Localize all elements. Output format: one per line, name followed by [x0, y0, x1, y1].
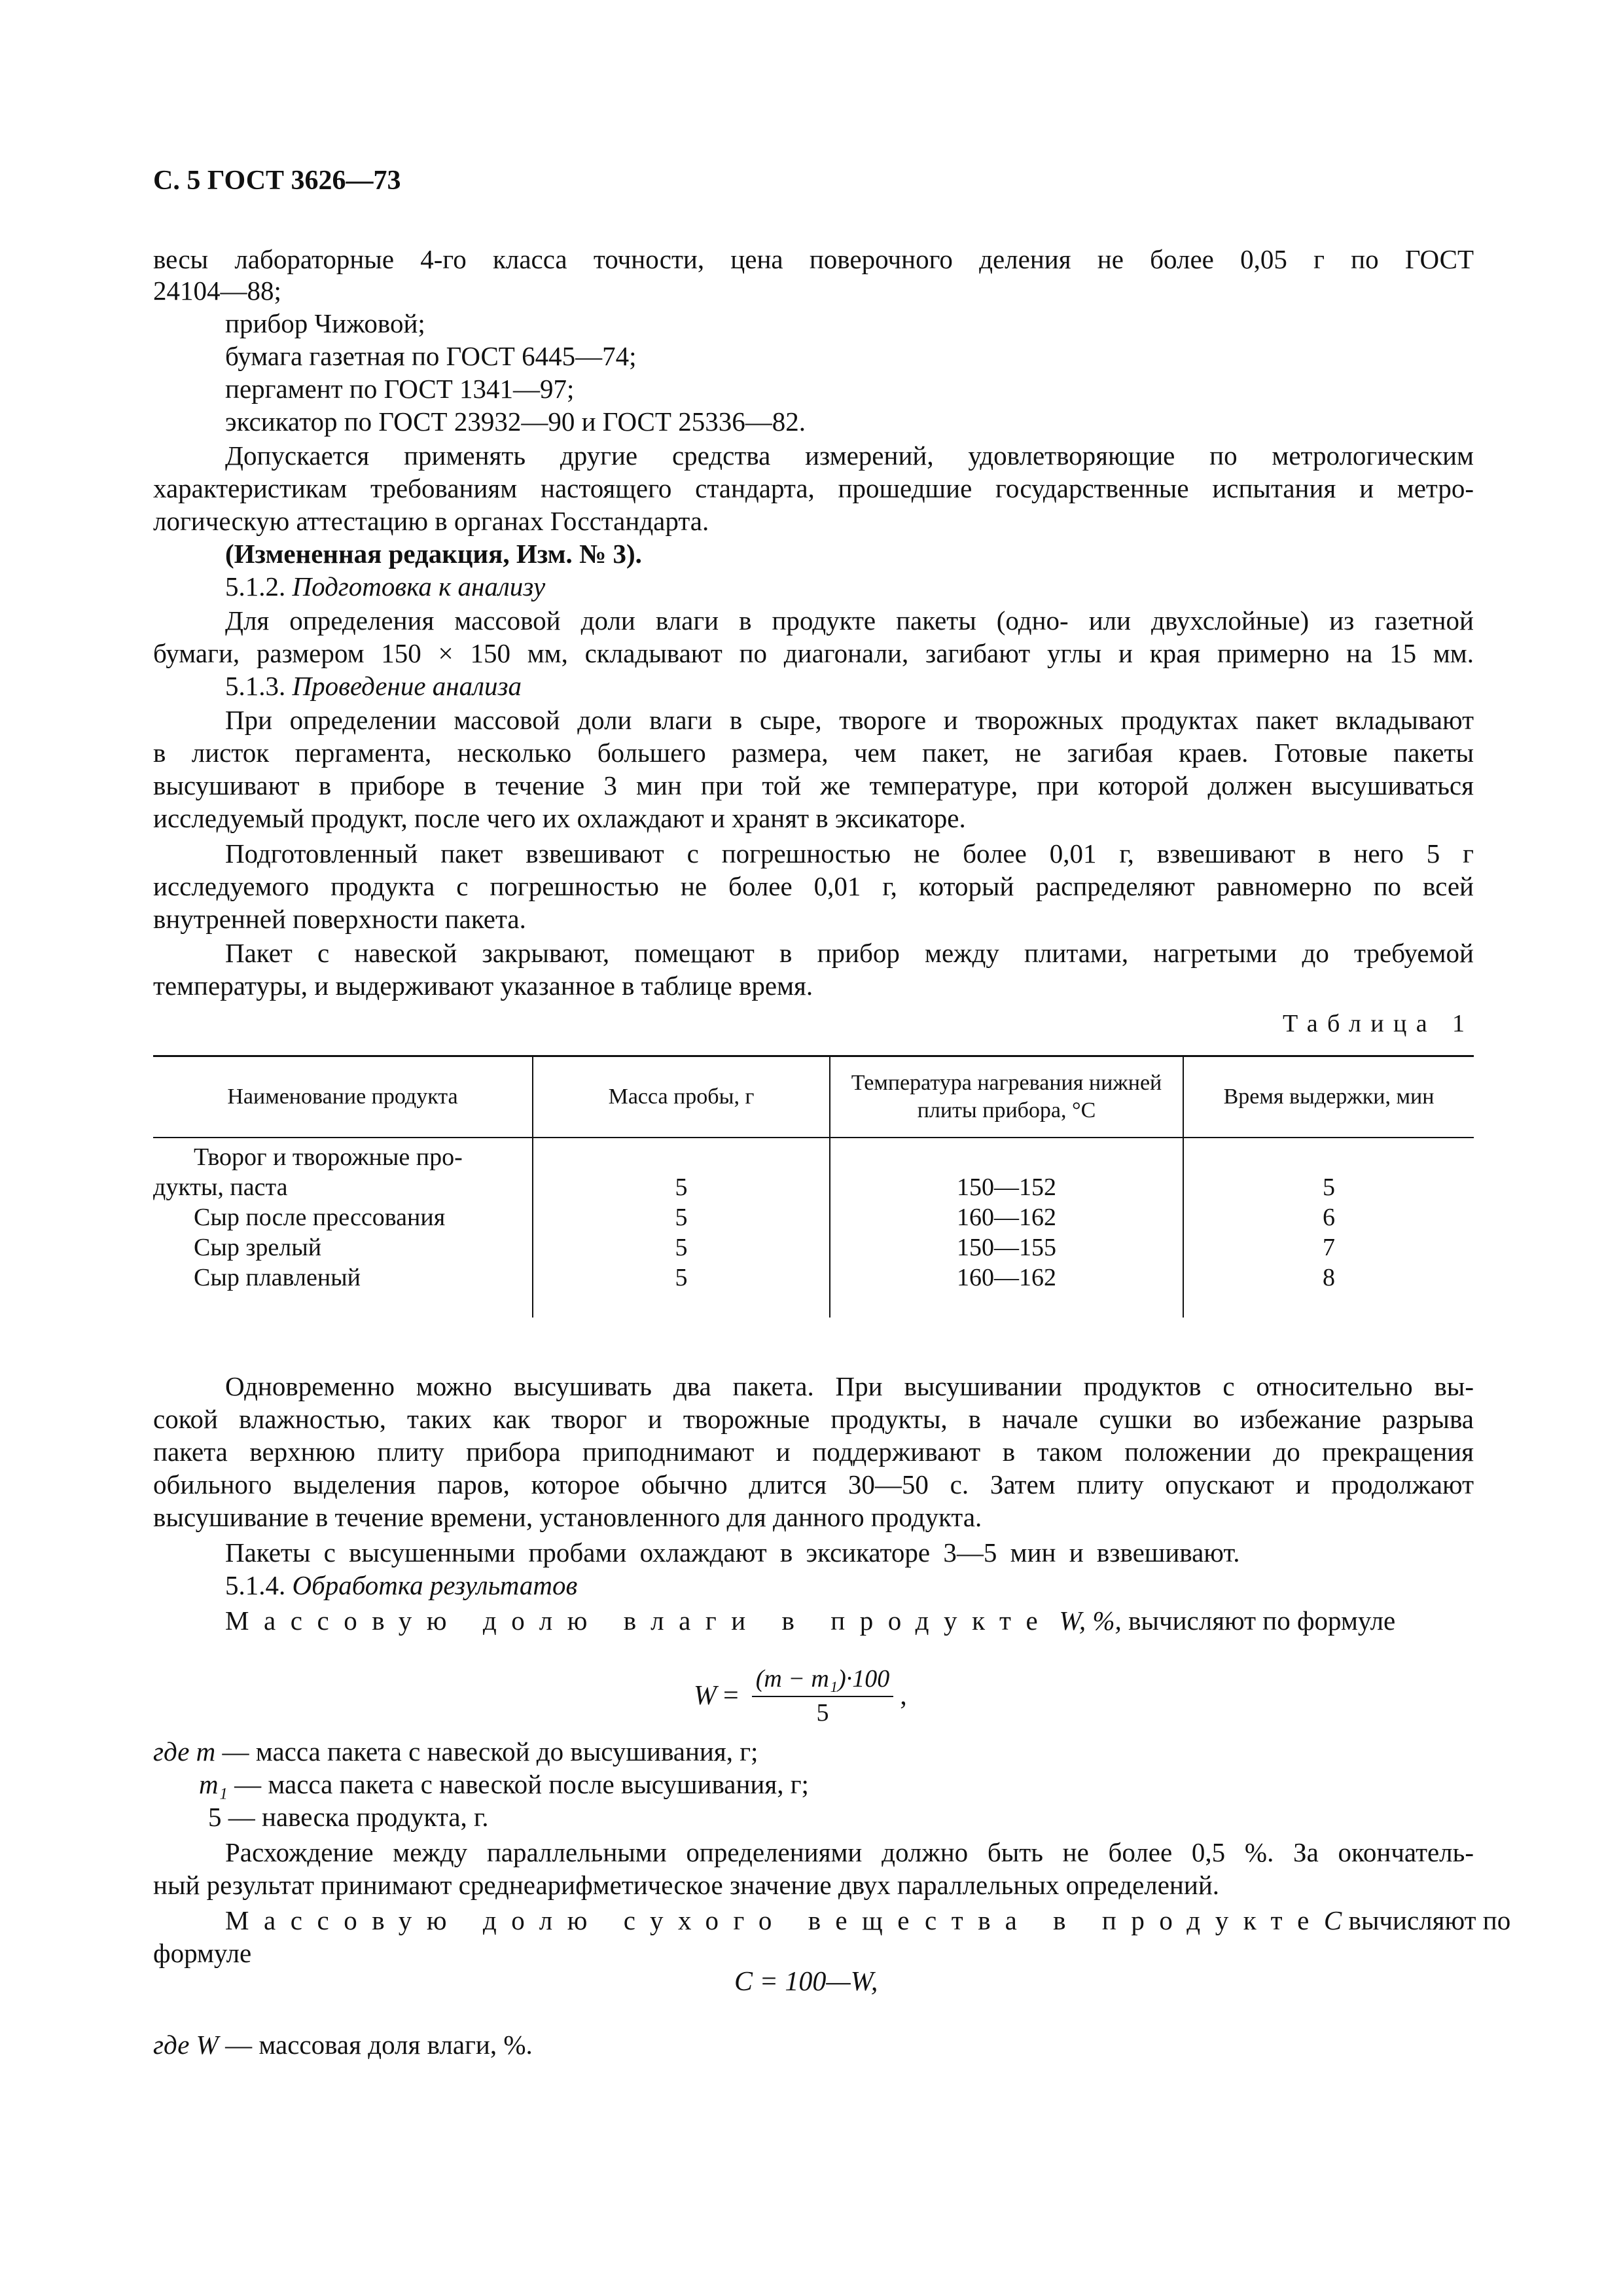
legend-line	[153, 2029, 533, 2060]
formula-tail: ,	[900, 1681, 907, 1711]
table-header-row	[153, 1056, 1474, 1138]
formula-lhs: W	[694, 1681, 717, 1711]
paragraph-line: в листок пергамента, несколько большего размера, чем пакет, не загибая краев. Готовые пакеты	[153, 738, 1474, 768]
spaced-text: Массовую долю влаги в продукте	[225, 1605, 1053, 1636]
legend-line	[208, 1801, 488, 1833]
table-cell: 6	[1323, 1204, 1335, 1231]
dry-matter-formula: C = 100—W,	[734, 1967, 878, 1997]
section-title: Подготовка к анализу	[292, 571, 546, 601]
table-cell: 150—152	[957, 1174, 1056, 1201]
paragraph-line: Пакет с навеской закрывают, помещают в прибор между плитами, нагретыми до требуемой	[225, 938, 1474, 968]
table-cell: 150—155	[957, 1234, 1056, 1261]
paragraph-line: эксикатор по ГОСТ 23932—90 и ГОСТ 25336—82.	[225, 406, 806, 437]
page-header: С. 5 ГОСТ 3626—73	[153, 166, 401, 196]
data-table	[153, 1055, 1474, 1318]
paragraph-line: Подготовленный пакет взвешивают с погрешностью не более 0,01 г, взвешивают в него 5 г	[225, 838, 1474, 869]
legend-text: — навеска продукта, г.	[228, 1802, 489, 1832]
paragraph-line	[225, 1605, 1395, 1636]
table-cell: Творог и творожные про-	[194, 1143, 463, 1171]
paragraph-line: обильного выделения паров, которое обычно длится 30—50 с. Затем плиту опускают и продолжают	[153, 1469, 1474, 1499]
text: вычисляют по	[1348, 1905, 1511, 1935]
spaced-text: Массовую долю сухого вещества в продукте	[225, 1905, 1324, 1935]
variable: W, %,	[1059, 1605, 1122, 1636]
paragraph-line: весы лабораторные 4-го класса точности, цена поверочного деления не более 0,05 г по ГОСТ	[153, 244, 1474, 274]
column-header: Время выдержки, мин	[1183, 1056, 1474, 1138]
paragraph-line: внутренней поверхности пакета.	[153, 904, 526, 934]
section-number: 5.1.4.	[225, 1570, 286, 1600]
section-heading	[225, 571, 545, 602]
paragraph-line: Пакеты с высушенными пробами охлаждают в эксикаторе 3—5 мин и взвешивают.	[225, 1537, 1240, 1568]
table-cell: 160—162	[957, 1264, 1056, 1291]
paragraph-line: логическую аттестацию в органах Госстандарта.	[153, 506, 709, 536]
paragraph-line: ный результат принимают среднеарифметическое значение двух параллельных определений.	[153, 1870, 1220, 1900]
table-cell: Сыр зрелый	[194, 1234, 322, 1261]
legend-text: — массовая доля влаги, %.	[225, 2030, 533, 2060]
section-heading	[225, 670, 522, 702]
legend-symbol: m₁	[199, 1769, 228, 1799]
table-cell: 5	[675, 1204, 688, 1231]
legend-symbol: 5	[208, 1802, 222, 1832]
section-number: 5.1.3.	[225, 671, 286, 701]
table-cell: 5	[1323, 1174, 1335, 1201]
paragraph-line: пергамент по ГОСТ 1341—97;	[225, 374, 575, 404]
table-cell: Сыр после прессования	[194, 1204, 446, 1231]
paragraph-line: исследуемого продукта с погрешностью не более 0,01 г, который распределяют равномерно по всей	[153, 871, 1474, 901]
table-cell: 7	[1323, 1234, 1335, 1261]
paragraph-line: При определении массовой доли влаги в сыре, твороге и творожных продуктах пакет вкладывают	[225, 705, 1474, 735]
table-cell: 8	[1323, 1264, 1335, 1291]
legend-symbol: где m	[153, 1736, 216, 1767]
table-cell: 160—162	[957, 1204, 1056, 1231]
paragraph-line: высушивание в течение времени, установленного для данного продукта.	[153, 1502, 982, 1532]
column-header: Масса пробы, г	[533, 1056, 830, 1138]
paragraph-line	[225, 1905, 1511, 1936]
legend-text: — масса пакета с навеской после высушивания, г;	[234, 1769, 809, 1799]
paragraph-line: бумага газетная по ГОСТ 6445—74;	[225, 341, 637, 371]
paragraph-line: температуры, и выдерживают указанное в таблице время.	[153, 971, 813, 1001]
paragraph-line: Допускается применять другие средства измерений, удовлетворяющие по метрологическим	[225, 440, 1474, 471]
table-cell: 5	[675, 1234, 688, 1261]
formula-numerator: (m − m₁)·100	[752, 1664, 894, 1697]
moisture-formula	[694, 1653, 907, 1738]
paragraph-line: сокой влажностью, таких как творог и творожные продукты, в начале сушки во избежание разрыва	[153, 1404, 1474, 1434]
formula-denominator: 5	[816, 1699, 829, 1727]
table-body	[153, 1138, 1474, 1318]
product-names-cell	[153, 1138, 533, 1318]
column-header: Температура нагревания нижней плиты прибора, °С	[830, 1056, 1183, 1138]
table-cell: 5	[675, 1264, 688, 1291]
paragraph-line: прибор Чижовой;	[225, 308, 425, 338]
amendment-note: (Измененная редакция, Изм. № 3).	[225, 539, 642, 569]
paragraph-line: 24104—88;	[153, 276, 281, 306]
paragraph-line: Расхождение между параллельными определениями должно быть не более 0,5 %. За окончатель-	[225, 1837, 1474, 1867]
mass-cell	[533, 1138, 830, 1318]
temperature-cell	[830, 1138, 1183, 1318]
time-cell	[1183, 1138, 1474, 1318]
paragraph-line: исследуемый продукт, после чего их охлаждают и хранят в эксикаторе.	[153, 803, 966, 833]
paragraph-line: характеристикам требованиям настоящего стандарта, прошедшие государственные испытания и метро-	[153, 473, 1474, 503]
paragraph-line: формуле	[153, 1938, 252, 1968]
text: вычисляют по формуле	[1128, 1605, 1396, 1636]
legend-line	[199, 1768, 809, 1800]
legend-line	[153, 1736, 758, 1767]
paragraph-line: Одновременно можно высушивать два пакета. При высушивании продуктов с относительно вы-	[225, 1371, 1474, 1401]
table-cell: дукты, паста	[153, 1174, 288, 1201]
section-title: Проведение анализа	[292, 671, 522, 701]
legend-text: — масса пакета с навеской до высушивания, г;	[222, 1736, 758, 1767]
paragraph-line: пакета верхнюю плиту прибора приподнимают и поддерживают в таком положении до прекращения	[153, 1437, 1474, 1467]
column-header: Наименование продукта	[153, 1056, 533, 1138]
paragraph-line: высушивают в приборе в течение 3 мин при той же температуре, при которой должен высушиваться	[153, 770, 1474, 800]
table-cell: Сыр плавленый	[194, 1264, 361, 1291]
section-heading	[225, 1570, 577, 1601]
legend-symbol: где W	[153, 2030, 219, 2060]
formula-fraction	[752, 1664, 894, 1727]
variable: C	[1323, 1905, 1342, 1935]
section-title: Обработка результатов	[292, 1570, 578, 1600]
paragraph-line: бумаги, размером 150 × 150 мм, складывают по диагонали, загибают углы и края примерно на 15 мм.	[153, 638, 1474, 668]
paragraph-line: Для определения массовой доли влаги в продукте пакеты (одно- или двухслойные) из газетной	[225, 605, 1474, 636]
formula-eq: =	[723, 1681, 739, 1711]
table-cell: 5	[675, 1174, 688, 1201]
table-caption: Таблица 1	[1283, 1010, 1474, 1037]
section-number: 5.1.2.	[225, 571, 286, 601]
